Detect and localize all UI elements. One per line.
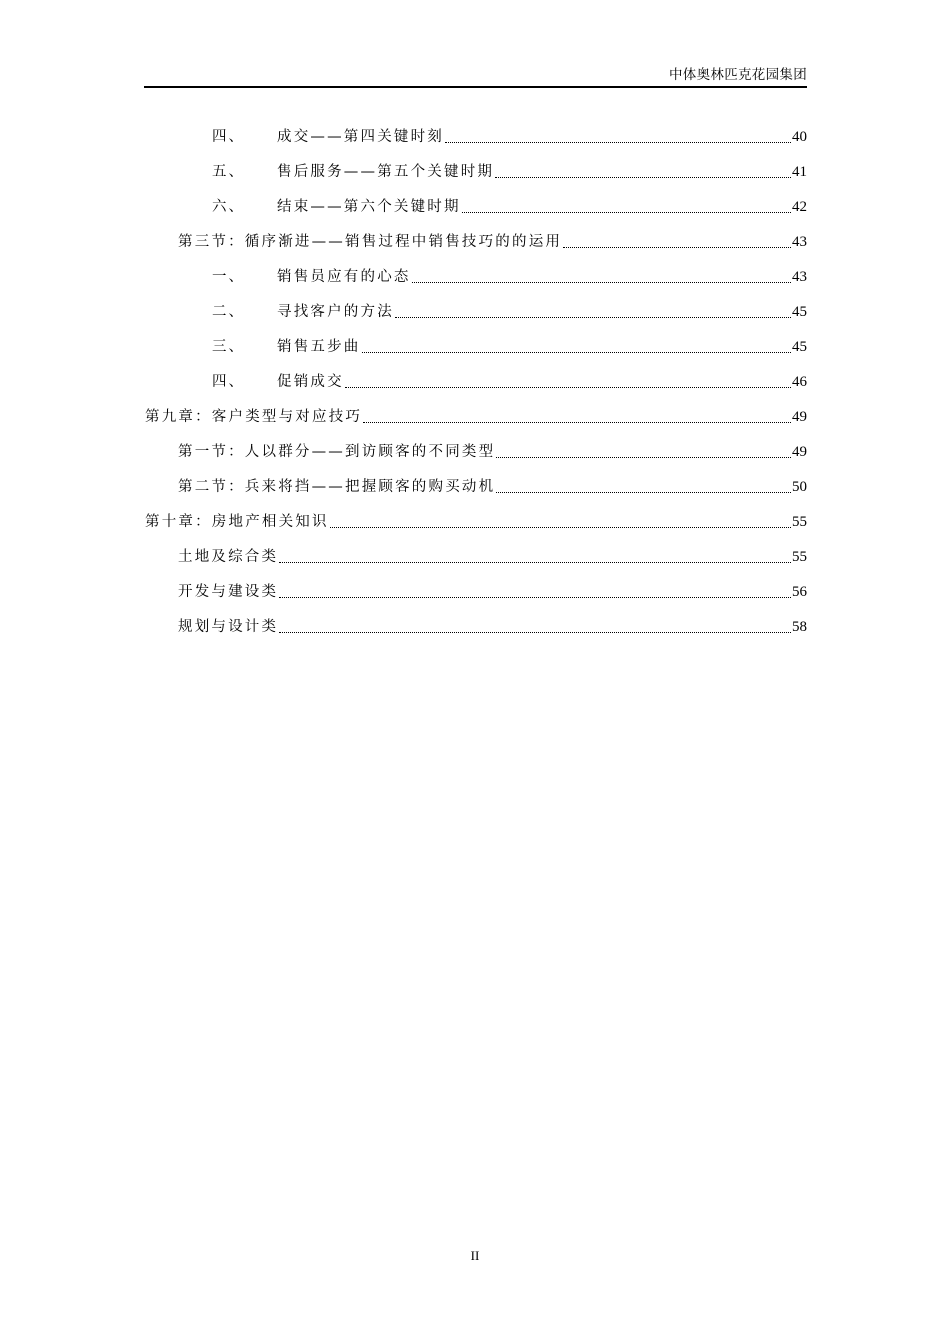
toc-dot-leader [444,127,792,147]
toc-entry-title: 第十章：房地产相关知识 [145,514,329,530]
toc-entry-page: 45 [792,304,807,320]
page-header [144,66,807,88]
header-company-name: 中体奥林匹克花园集团 [669,67,807,83]
toc-entry-title: 第九章：客户类型与对应技巧 [145,409,363,425]
toc-entry-section[interactable] [178,617,807,637]
toc-dot-leader [329,512,792,532]
toc-dot-leader [278,547,792,567]
toc-dot-leader [278,617,792,637]
toc-entry-chapter[interactable] [145,512,807,532]
toc-dot-leader [344,372,792,392]
toc-entry-number: 一、 [212,269,245,285]
page-number: II [470,1248,480,1263]
toc-dot-leader [361,337,793,357]
toc-entry-title: 销售员应有的心态 [277,269,411,285]
toc-dot-leader [562,232,792,252]
toc-entry-page: 50 [792,479,807,495]
toc-entry-title: 售后服务——第五个关键时期 [277,164,495,180]
page-footer [0,1248,950,1264]
toc-entry-title: 结束——第六个关键时期 [277,199,461,215]
toc-entry[interactable] [212,372,807,392]
toc-entry-number: 四、 [212,129,245,145]
toc-entry-number: 四、 [212,374,245,390]
toc-entry-title: 寻找客户的方法 [277,304,394,320]
toc-entry-title: 促销成交 [277,374,344,390]
toc-entry-title: 成交——第四关键时刻 [277,129,444,145]
toc-entry-page: 55 [792,549,807,565]
toc-entry-page: 43 [792,234,807,250]
toc-entry-number: 三、 [212,339,245,355]
toc-dot-leader [495,442,792,462]
toc-dot-leader [411,267,792,287]
toc-entry-page: 49 [792,409,807,425]
toc-entry-section[interactable] [178,232,807,252]
toc-entry[interactable] [212,337,807,357]
toc-entry-page: 40 [792,129,807,145]
toc-entry-page: 56 [792,584,807,600]
toc-entry[interactable] [212,302,807,322]
toc-dot-leader [278,582,792,602]
toc-entry-page: 41 [792,164,807,180]
toc-entry-section[interactable] [178,477,807,497]
toc-entry-title: 规划与设计类 [178,619,279,635]
toc-entry-number: 六、 [212,199,245,215]
toc-dot-leader [394,302,792,322]
toc-entry-title: 开发与建设类 [178,584,279,600]
toc-entry-page: 55 [792,514,807,530]
toc-entry-section[interactable] [178,442,807,462]
toc-entry-page: 43 [792,269,807,285]
toc-entry-title: 第一节：人以群分——到访顾客的不同类型 [178,444,496,460]
toc-dot-leader [495,477,792,497]
toc-entry[interactable] [212,127,807,147]
toc-entry-section[interactable] [178,547,807,567]
toc-entry-section[interactable] [178,582,807,602]
toc-entry-title: 土地及综合类 [178,549,279,565]
toc-entry-title: 第二节：兵来将挡——把握顾客的购买动机 [178,479,496,495]
toc-entry-page: 49 [792,444,807,460]
toc-entry-number: 五、 [212,164,245,180]
toc-dot-leader [362,407,792,427]
toc-entry[interactable] [212,197,807,217]
toc-entry-title: 第三节：循序渐进——销售过程中销售技巧的的运用 [178,234,563,250]
toc-entry[interactable] [212,267,807,287]
toc-entry[interactable] [212,162,807,182]
toc-entry-title: 销售五步曲 [277,339,361,355]
toc-entry-page: 45 [792,339,807,355]
toc-entry-page: 46 [792,374,807,390]
toc-dot-leader [461,197,792,217]
toc-entry-number: 二、 [212,304,245,320]
toc-dot-leader [494,162,792,182]
toc-entry-page: 42 [792,199,807,215]
toc-entry-chapter[interactable] [145,407,807,427]
toc-entry-page: 58 [792,619,807,635]
